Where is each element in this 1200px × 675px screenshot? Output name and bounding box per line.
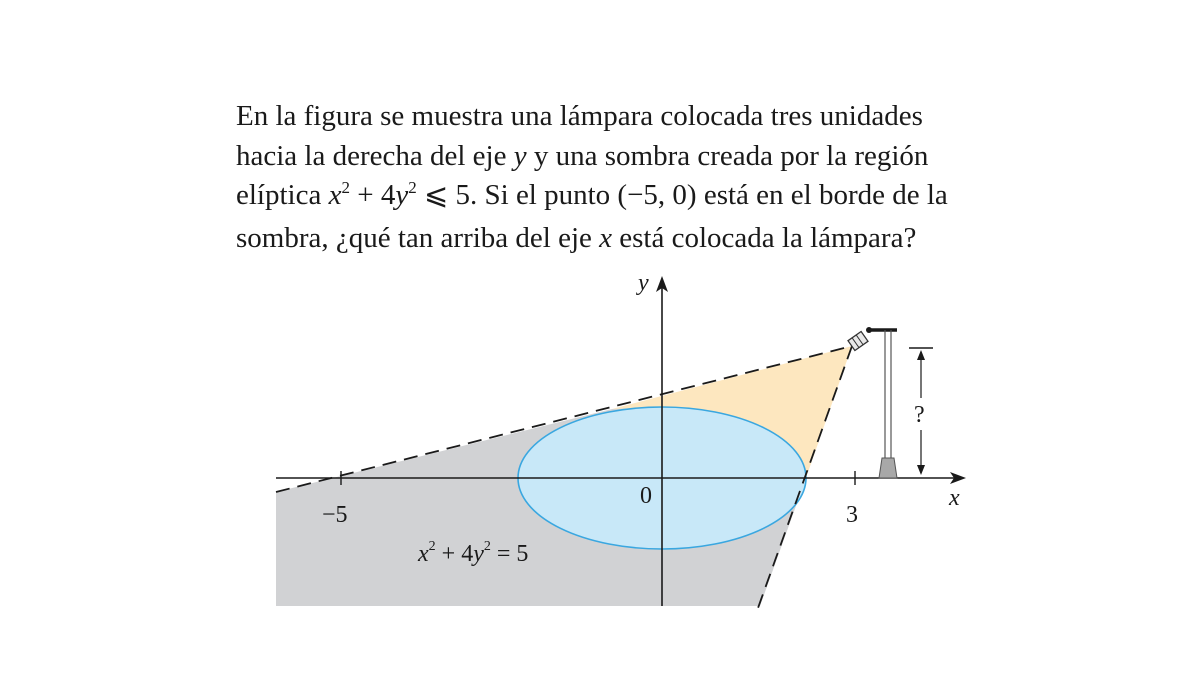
text-segment: sombra, ¿qué tan arriba del eje [236,221,600,254]
problem-line-1: En la figura se muestra una lámpara colocada tres unidades [236,100,923,132]
text-segment: + 4 [349,179,396,211]
eq-exponent: 2 [483,539,491,554]
y-axis-label: y [638,270,649,296]
text-segment: hacia la derecha del eje [236,139,514,172]
text-segment: está colocada la lámpara? [612,221,917,254]
x-axis-label: x [949,485,960,511]
eq-var-x: x [418,541,429,567]
text-segment: ⩽ 5. Si el punto (−5, 0) está en el borde de la [416,179,948,211]
tick-label-3: 3 [846,502,858,528]
text-segment: y una sombra creada por la región [526,139,929,172]
eq-rhs: = 5 [490,541,529,567]
math-exponent: 2 [408,178,417,197]
math-var-y: y [395,179,409,211]
math-exponent: 2 [341,178,350,197]
tick-label-neg5: −5 [322,502,348,528]
height-question-label: ? [914,402,925,428]
eq-var-y: y [473,541,484,567]
origin-label: 0 [640,483,652,509]
math-var-y: y [513,139,527,172]
math-var-x: x [599,221,613,254]
text-segment: elíptica [236,179,329,211]
eq-mid: + 4 [435,541,474,567]
eq-exponent: 2 [428,539,436,554]
math-var-x: x [328,179,342,211]
lamp-icon [848,327,897,478]
